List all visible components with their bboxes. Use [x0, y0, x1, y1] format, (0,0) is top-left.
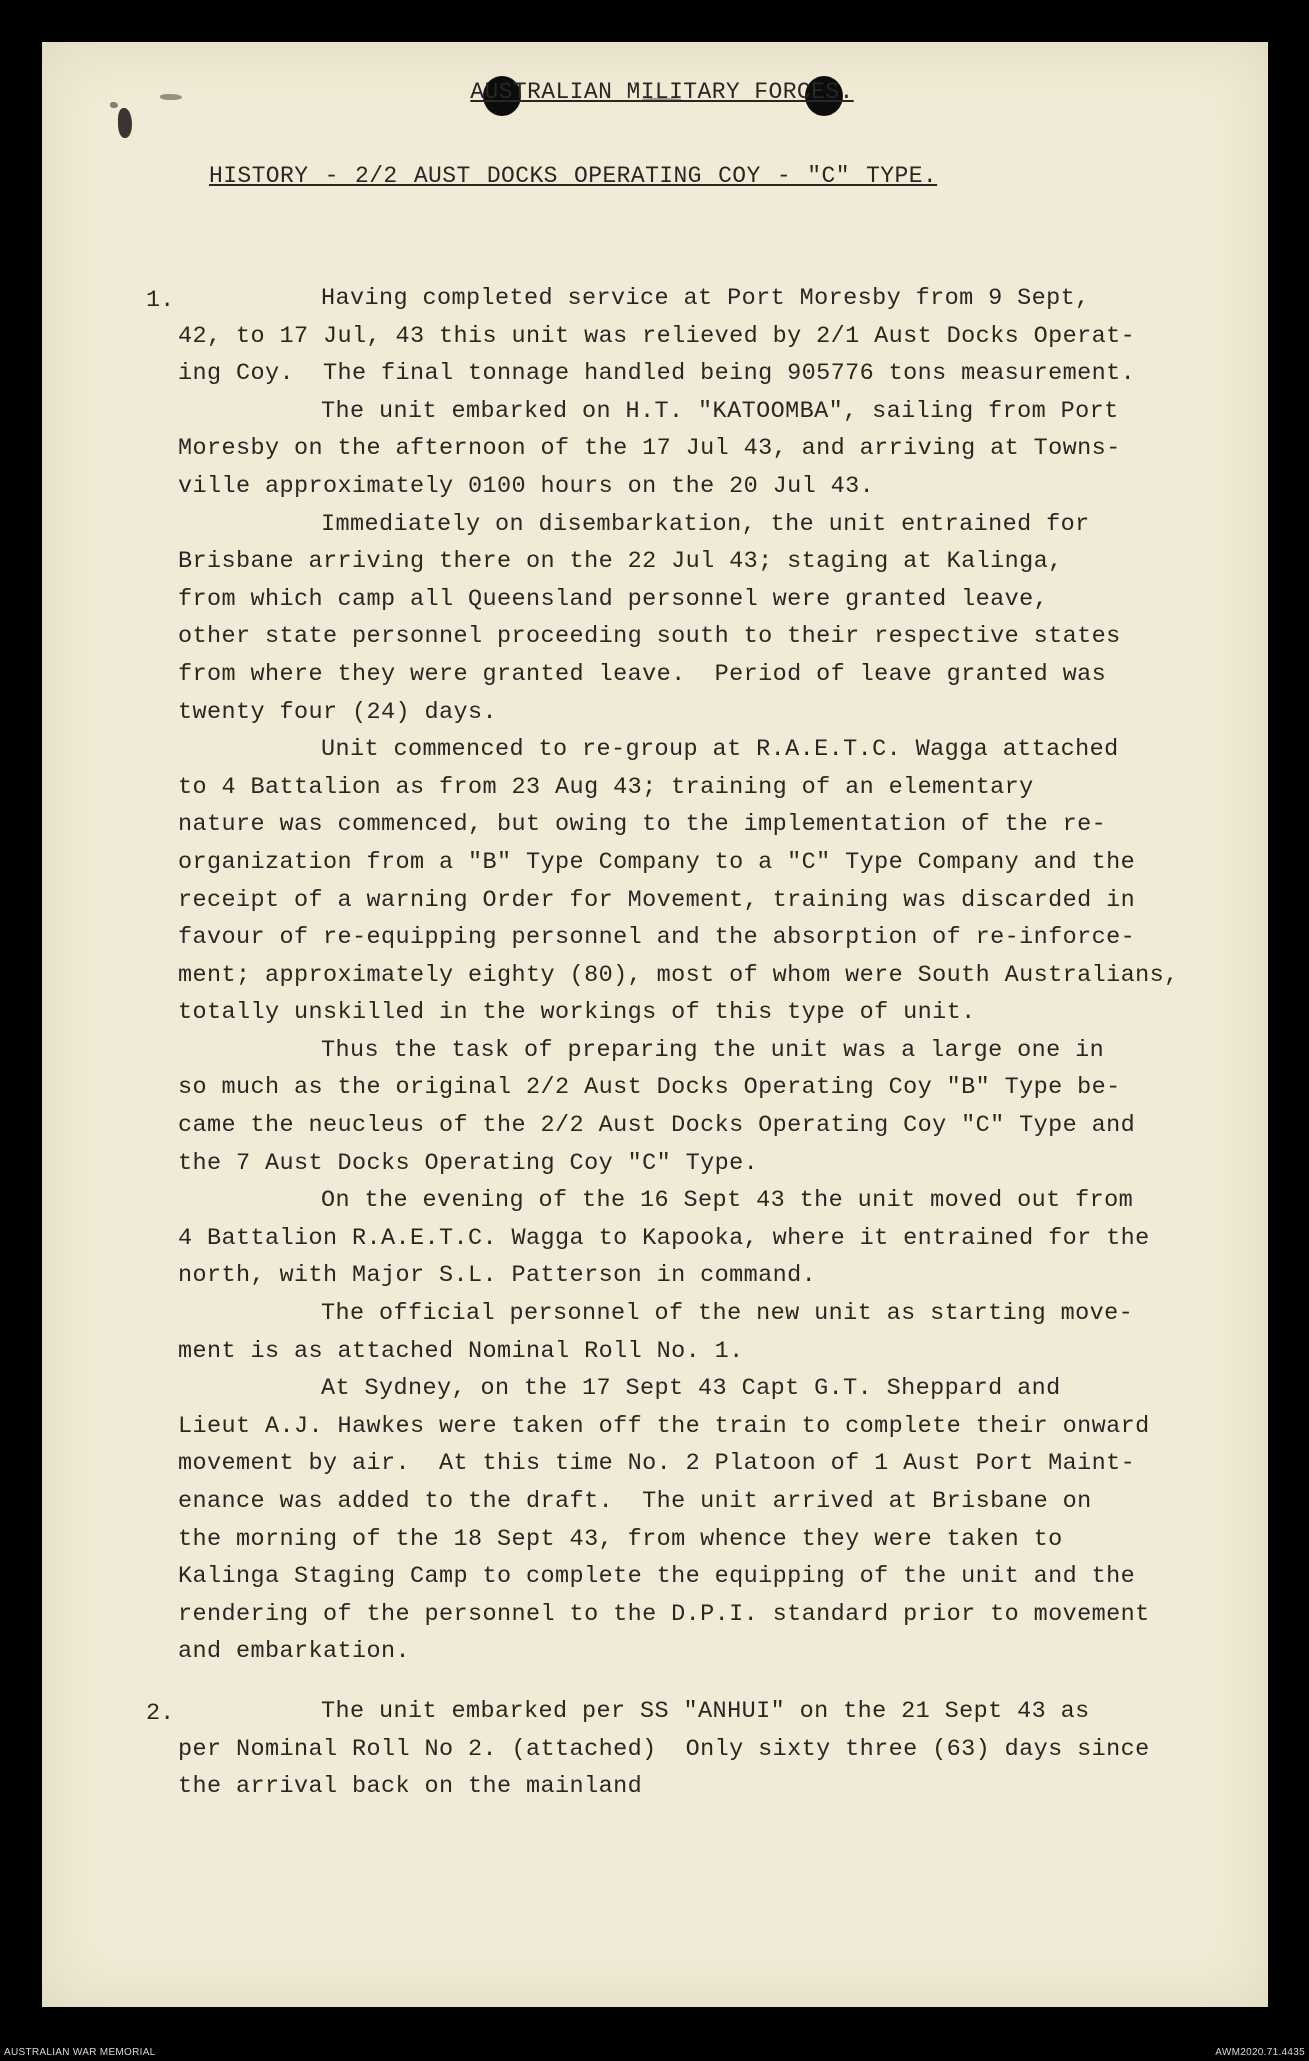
text-line: Lieut A.J. Hawkes were taken off the train to complete their onward	[178, 1412, 1150, 1440]
document-title: AUSTRALIAN MILITARY FORCES.	[470, 79, 854, 105]
text-line: movement by air. At this time No. 2 Platoon of 1 Aust Port Maint-	[178, 1450, 1136, 1478]
text-line: ment is as attached Nominal Roll No. 1.	[178, 1337, 744, 1365]
text-line: enance was added to the draft. The unit arrived at Brisbane on	[178, 1488, 1092, 1515]
text-line: ville approximately 0100 hours on the 20 Jul 43.	[178, 472, 875, 500]
text-line: The official personnel of the new unit as starting move-	[321, 1300, 1134, 1328]
text-line: Brisbane arriving there on the 22 Jul 43; staging at Kalinga,	[178, 548, 1063, 576]
text-line: Having completed service at Port Moresby from 9 Sept,	[321, 285, 1090, 312]
text-line: other state personnel proceeding south to their respective states	[178, 623, 1121, 651]
text-line: ment; approximately eighty (80), most of whom were South Australians,	[178, 961, 1179, 989]
text-line: so much as the original 2/2 Aust Docks Operating Coy "B" Type be-	[178, 1074, 1121, 1102]
text-line: The unit embarked on H.T. "KATOOMBA", sailing from Port	[321, 397, 1119, 425]
ink-smudge	[118, 108, 132, 138]
text-line: the morning of the 18 Sept 43, from whence they were taken to	[178, 1525, 1063, 1553]
text-line: Thus the task of preparing the unit was a large one in	[321, 1036, 1105, 1064]
text-line: per Nominal Roll No 2. (attached) Only sixty three (63) days since	[178, 1735, 1150, 1763]
document-subtitle: HISTORY - 2/2 AUST DOCKS OPERATING COY - "C" TYPE.	[209, 163, 938, 189]
text-line: Immediately on disembarkation, the unit entrained for	[321, 510, 1090, 538]
text-line: the 7 Aust Docks Operating Coy "C" Type.	[178, 1149, 759, 1177]
text-line: At Sydney, on the 17 Sept 43 Capt G.T. Sheppard and	[321, 1375, 1061, 1403]
text-line: Unit commenced to re-group at R.A.E.T.C. Wagga attached	[321, 736, 1119, 764]
text-line: came the neucleus of the 2/2 Aust Docks Operating Coy "C" Type and	[178, 1112, 1136, 1140]
ink-smudge	[160, 94, 182, 100]
section-2-body	[178, 1693, 1248, 1806]
text-line: On the evening of the 16 Sept 43 the unit moved out from	[321, 1187, 1134, 1215]
text-line: north, with Major S.L. Patterson in command.	[178, 1262, 817, 1290]
text-line: Moresby on the afternoon of the 17 Jul 43, and arriving at Towns-	[178, 435, 1121, 463]
text-line: twenty four (24) days.	[178, 698, 498, 726]
text-line: 42, to 17 Jul, 43 this unit was relieved by 2/1 Aust Docks Operat-	[178, 322, 1136, 350]
section-number: 2.	[146, 1700, 175, 1727]
text-line: favour of re-equipping personnel and the absorption of re-inforce-	[178, 924, 1136, 952]
text-line: and embarkation.	[178, 1638, 411, 1666]
ink-smudge	[110, 102, 118, 108]
text-line: The unit embarked per SS "ANHUI" on the 21 Sept 43 as	[321, 1698, 1090, 1725]
text-line: the arrival back on the mainland	[178, 1773, 643, 1801]
text-line: rendering of the personnel to the D.P.I. standard prior to movement	[178, 1600, 1150, 1628]
text-line: organization from a "B" Type Company to a "C" Type Company and the	[178, 848, 1136, 876]
text-line: from which camp all Queensland personnel were granted leave,	[178, 585, 1049, 613]
text-line: receipt of a warning Order for Movement, training was discarded in	[178, 886, 1136, 914]
section-1-body	[178, 280, 1248, 1671]
footer-right: AWM2020.71.4435	[1215, 2047, 1305, 2058]
section-number: 1.	[146, 287, 175, 314]
text-line: nature was commenced, but owing to the implementation of the re-	[178, 811, 1107, 839]
text-line: 4 Battalion R.A.E.T.C. Wagga to Kapooka, where it entrained for the	[178, 1224, 1150, 1252]
text-line: to 4 Battalion as from 23 Aug 43; training of an elementary	[178, 773, 1034, 801]
footer-left: AUSTRALIAN WAR MEMORIAL	[4, 2047, 156, 2058]
text-line: totally unskilled in the workings of this type of unit.	[178, 999, 976, 1027]
text-line: from where they were granted leave. Period of leave granted was	[178, 660, 1107, 688]
text-line: Kalinga Staging Camp to complete the equipping of the unit and the	[178, 1563, 1136, 1591]
text-line: ing Coy. The final tonnage handled being 905776 tons measurement.	[178, 360, 1136, 388]
